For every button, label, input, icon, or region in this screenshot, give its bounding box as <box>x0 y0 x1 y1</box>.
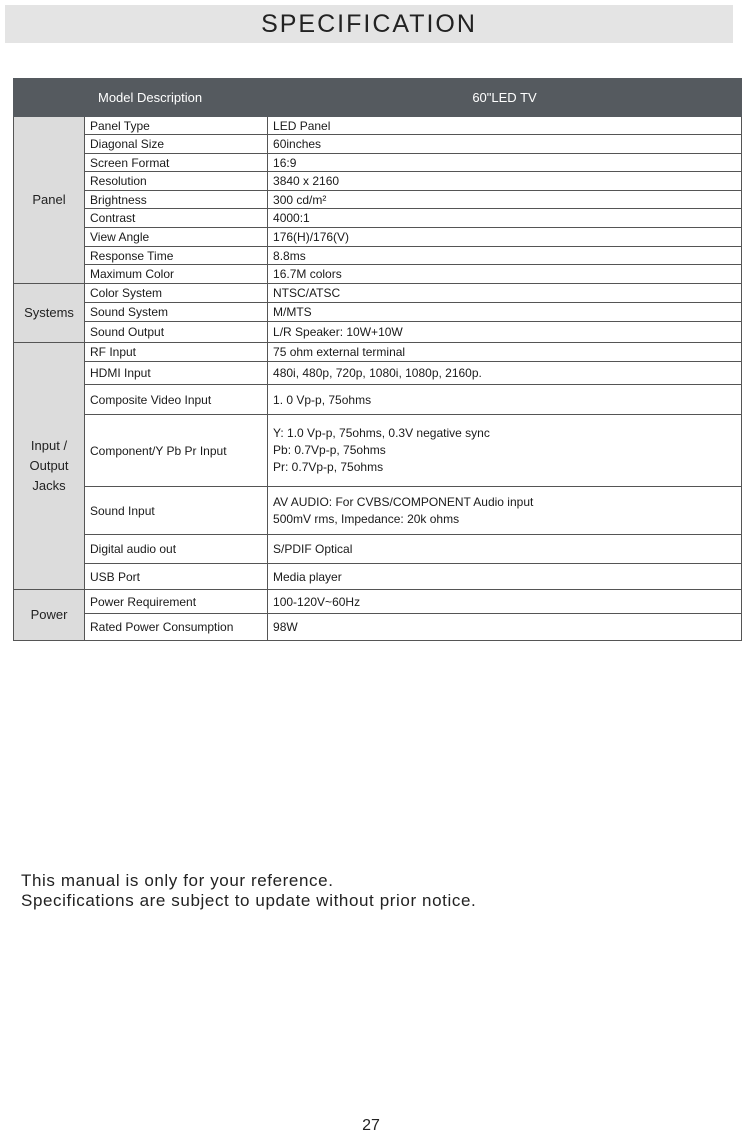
table-row <box>14 590 742 614</box>
spec-item: Sound Output <box>85 322 268 343</box>
spec-value <box>268 415 742 487</box>
spec-item: Sound System <box>85 303 268 322</box>
spec-item: Panel Type <box>85 117 268 135</box>
spec-item: Brightness <box>85 191 268 209</box>
spec-item: Composite Video Input <box>85 385 268 415</box>
table-row <box>14 265 742 284</box>
table-row <box>14 228 742 247</box>
table-row <box>14 191 742 209</box>
table-header <box>14 79 742 117</box>
table-row <box>14 284 742 303</box>
table-row <box>14 172 742 191</box>
spec-item: Digital audio out <box>85 535 268 564</box>
spec-value: 8.8ms <box>268 247 742 265</box>
title-bar <box>5 5 733 43</box>
spec-item: Component/Y Pb Pr Input <box>85 415 268 487</box>
spec-value: 4000:1 <box>268 209 742 228</box>
spec-item: Color System <box>85 284 268 303</box>
spec-value-line: AV AUDIO: For CVBS/COMPONENT Audio input <box>273 494 534 509</box>
spec-item: View Angle <box>85 228 268 247</box>
spec-item: Sound Input <box>85 487 268 535</box>
table-row <box>14 343 742 362</box>
spec-item: Screen Format <box>85 154 268 172</box>
table-row <box>14 247 742 265</box>
spec-value-line: Y: 1.0 Vp-p, 75ohms, 0.3V negative sync <box>273 426 490 440</box>
page-number: 27 <box>362 1117 380 1134</box>
spec-table <box>13 78 742 641</box>
spec-item: Response Time <box>85 247 268 265</box>
spec-value: 1. 0 Vp-p, 75ohms <box>268 385 742 415</box>
spec-item: Diagonal Size <box>85 135 268 154</box>
table-row <box>14 415 742 487</box>
group-power: Power <box>14 590 85 641</box>
table-row <box>14 154 742 172</box>
spec-item: Power Requirement <box>85 590 268 614</box>
spec-item: Resolution <box>85 172 268 191</box>
group-systems: Systems <box>14 284 85 343</box>
table-row <box>14 614 742 641</box>
table-row <box>14 303 742 322</box>
table-row <box>14 385 742 415</box>
spec-item: USB Port <box>85 564 268 590</box>
group-panel: Panel <box>14 117 85 284</box>
spec-item: Maximum Color <box>85 265 268 284</box>
spec-value: 300 cd/m² <box>268 191 742 209</box>
spec-value: NTSC/ATSC <box>268 284 742 303</box>
spec-value: 60inches <box>268 135 742 154</box>
spec-value <box>268 487 742 535</box>
table-row <box>14 322 742 343</box>
group-line: Jacks <box>32 478 66 493</box>
spec-value: 16.7M colors <box>268 265 742 284</box>
table-row <box>14 209 742 228</box>
spec-value: L/R Speaker: 10W+10W <box>268 322 742 343</box>
header-label: Model Description <box>14 79 268 117</box>
spec-value: 480i, 480p, 720p, 1080i, 1080p, 2160p. <box>268 362 742 385</box>
table-row <box>14 117 742 135</box>
footer-note <box>21 871 476 911</box>
spec-value: S/PDIF Optical <box>268 535 742 564</box>
spec-value: 16:9 <box>268 154 742 172</box>
group-input-output-jacks <box>14 343 85 590</box>
table-row <box>14 362 742 385</box>
spec-value: Media player <box>268 564 742 590</box>
spec-value-line: 500mV rms, Impedance: 20k ohms <box>273 511 460 526</box>
page-title: SPECIFICATION <box>261 9 477 38</box>
spec-value: M/MTS <box>268 303 742 322</box>
spec-value: LED Panel <box>268 117 742 135</box>
spec-value: 176(H)/176(V) <box>268 228 742 247</box>
spec-value: 98W <box>268 614 742 641</box>
footer-note-line: This manual is only for your reference. <box>21 871 334 890</box>
group-line: Output <box>29 458 69 473</box>
spec-value: 3840 x 2160 <box>268 172 742 191</box>
spec-item: RF Input <box>85 343 268 362</box>
spec-value: 100-120V~60Hz <box>268 590 742 614</box>
table-row <box>14 564 742 590</box>
table-row <box>14 535 742 564</box>
group-line: Input / <box>30 438 68 453</box>
table-row <box>14 487 742 535</box>
table-row <box>14 135 742 154</box>
spec-item: Rated Power Consumption <box>85 614 268 641</box>
spec-value-line: Pb: 0.7Vp-p, 75ohms <box>273 443 386 457</box>
spec-item: HDMI Input <box>85 362 268 385</box>
spec-value-line: Pr: 0.7Vp-p, 75ohms <box>273 460 384 474</box>
spec-value: 75 ohm external terminal <box>268 343 742 362</box>
header-model: 60"LED TV <box>268 79 742 117</box>
footer-note-line: Specifications are subject to update without prior notice. <box>21 891 477 910</box>
spec-item: Contrast <box>85 209 268 228</box>
